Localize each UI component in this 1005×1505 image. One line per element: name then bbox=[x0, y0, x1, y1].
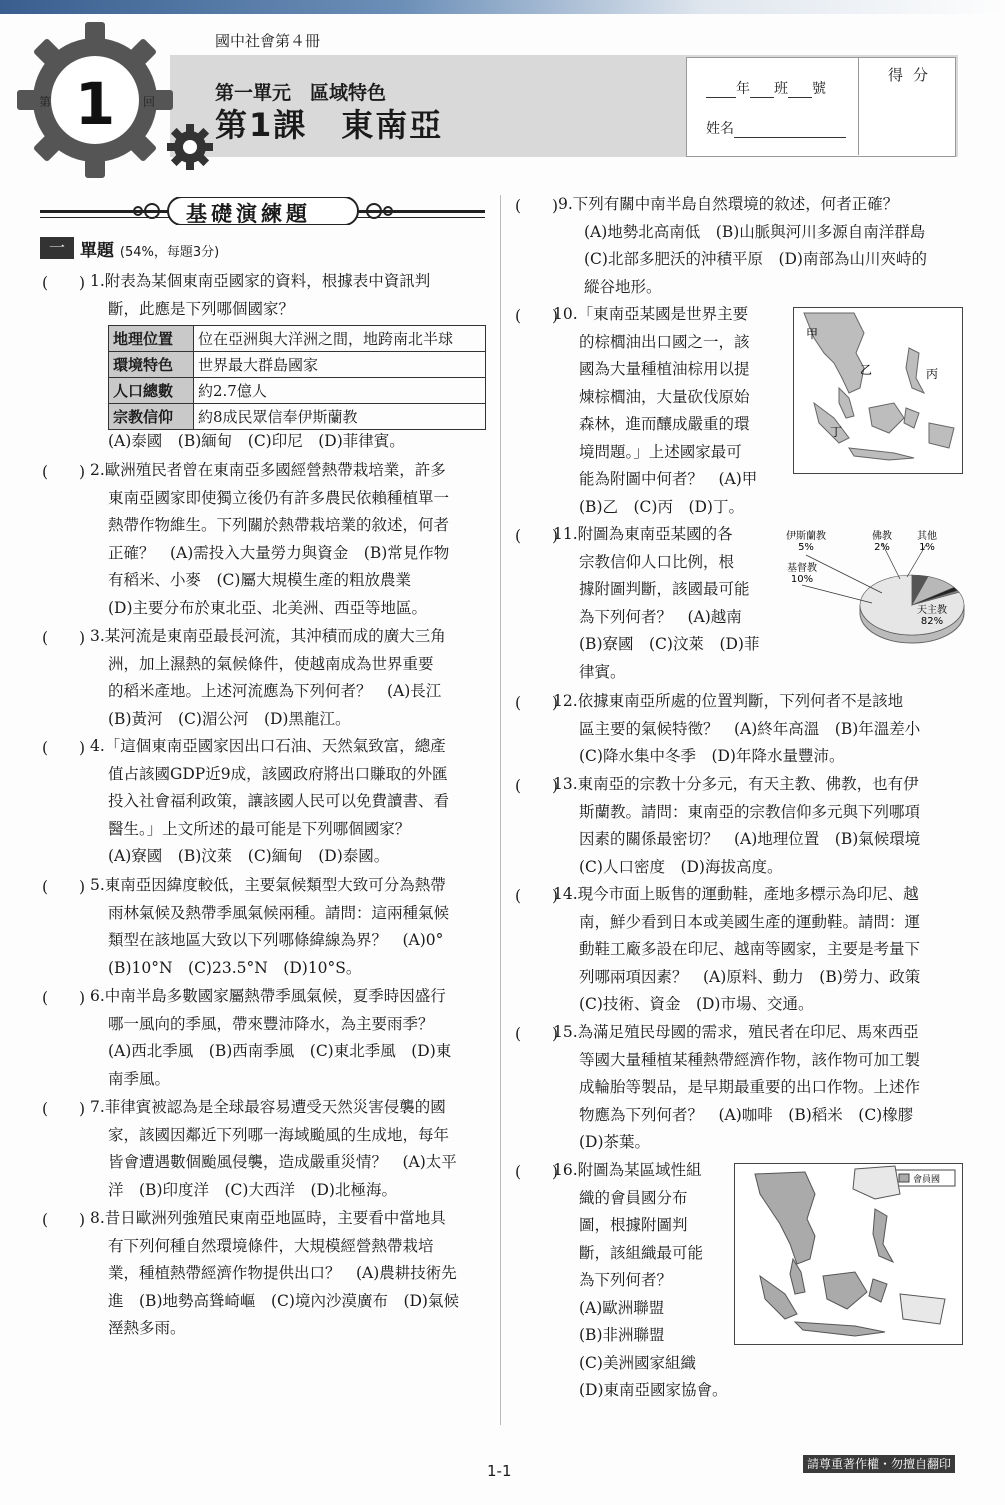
question-line: 律賓。 bbox=[579, 662, 626, 681]
question-line: 2.歐洲殖民者曾在東南亞多國經營熱帶栽培業，許多 bbox=[90, 461, 446, 479]
southeast-asia-map-q10 bbox=[793, 307, 963, 474]
question-line: 4.「這個東南亞國家因出口石油、天然氣致富，總產 bbox=[90, 737, 446, 755]
question-line: (A)地勢北高南低 (B)山脈與河川多源自南洋群島 bbox=[584, 222, 926, 241]
grade-divider bbox=[858, 57, 859, 155]
question-line: (B)黃河 (C)湄公河 (D)黑龍江。 bbox=[108, 709, 351, 728]
answer-paren[interactable]: ( ) bbox=[42, 629, 86, 647]
question-line: (C)北部多肥沃的沖積平原 (D)南部為山川夾峙的 bbox=[584, 250, 927, 268]
round-prefix: 第 bbox=[39, 95, 52, 109]
section-title: 基礎演練題 bbox=[186, 202, 311, 226]
score-label: 得分 bbox=[888, 66, 939, 84]
small-gear-icon bbox=[165, 122, 215, 172]
question-line: 據附圖判斷，該國最可能 bbox=[579, 580, 750, 598]
pie-leader-line bbox=[806, 555, 882, 593]
map-label-yi: 乙 bbox=[860, 363, 873, 377]
pie-leader-line bbox=[802, 585, 872, 603]
question-line: 境問題。」上述國家最可 bbox=[579, 442, 742, 461]
religion-pie-chart bbox=[782, 525, 967, 645]
answer-paren[interactable]: ( ) bbox=[515, 694, 559, 712]
answer-paren[interactable]: ( ) bbox=[515, 1163, 559, 1181]
lesson-title: 第1課 東南亞 bbox=[215, 106, 444, 144]
question-text bbox=[90, 1205, 490, 1343]
question-text bbox=[90, 733, 490, 871]
question-line: (B)非洲聯盟 bbox=[579, 1326, 665, 1344]
question-line: 煉棕櫚油，大量砍伐原始 bbox=[579, 387, 750, 406]
answer-paren[interactable]: ( ) bbox=[42, 878, 86, 896]
map-label-jia: 甲 bbox=[806, 327, 819, 341]
question-line: 熱帶作物維生。下列關於熱帶栽培業的敘述，何者 bbox=[108, 516, 450, 534]
answer-paren[interactable]: ( ) bbox=[515, 887, 559, 905]
map-label-bing: 丙 bbox=[926, 367, 939, 381]
question-text bbox=[90, 983, 490, 1093]
question-line: 南季風。 bbox=[108, 1069, 171, 1088]
question-line: 12.依據東南亞所處的位置判斷，下列何者不是該地 bbox=[553, 692, 904, 710]
question-line: 溼熱多雨。 bbox=[108, 1319, 186, 1337]
table-key: 宗教信仰 bbox=[109, 404, 194, 430]
pie-leader-line bbox=[882, 543, 900, 579]
table-key: 環境特色 bbox=[109, 352, 194, 378]
question-line: 6.中南半島多數國家屬熱帶季風氣候，夏季時因盛行 bbox=[90, 987, 446, 1005]
question-line: 的稻米產地。上述河流應為下列何者？ (A)長江 bbox=[108, 682, 442, 700]
round-number: 1 bbox=[74, 70, 116, 138]
question-line: (A)泰國 (B)緬甸 (C)印尼 (D)菲律賓。 bbox=[108, 432, 405, 450]
question-line: 縱谷地形。 bbox=[584, 277, 662, 296]
question-line: 能為附圖中何者？ (A)甲 bbox=[579, 470, 758, 488]
table-row bbox=[109, 404, 486, 430]
question-line: (D)茶葉。 bbox=[579, 1133, 651, 1151]
question-line: 14.現今市面上販售的運動鞋，產地多標示為印尼、越 bbox=[553, 885, 919, 903]
question-line: 洋 (B)印度洋 (C)大西洋 (D)北極海。 bbox=[108, 1180, 397, 1199]
question-line: 1.附表為某個東南亞國家的資料，根據表中資訊判 bbox=[90, 272, 431, 290]
name-line[interactable]: 姓名 bbox=[706, 118, 846, 138]
column-divider bbox=[500, 195, 501, 1425]
question-line: 斷，該組織最可能 bbox=[579, 1243, 704, 1262]
question-line: 的棕櫚油出口國之一，該 bbox=[579, 332, 750, 351]
question-line: 正確？ (A)需投入大量勞力與資金 (B)常見作物 bbox=[108, 543, 450, 562]
answer-paren[interactable]: ( ) bbox=[515, 527, 559, 545]
copyright-notice: 請尊重著作權・勿擅自翻印 bbox=[803, 1455, 955, 1473]
answer-paren[interactable]: ( ) bbox=[515, 307, 559, 325]
question-text bbox=[90, 1094, 490, 1204]
question-line: 洲，加上濕熱的氣候條件，使越南成為世界重要 bbox=[108, 654, 434, 673]
table-value: 位在亞洲與大洋洲之間，地跨南北半球 bbox=[194, 326, 486, 352]
pie-label-4: 其他 1% bbox=[917, 531, 937, 553]
question-text bbox=[553, 771, 968, 881]
question-text bbox=[553, 688, 968, 771]
question-line: 森林，進而釀成嚴重的環 bbox=[579, 415, 750, 433]
type-number-box bbox=[40, 237, 74, 259]
type-number: 一 bbox=[48, 238, 65, 257]
question-line: 物應為下列何者？ (A)咖啡 (B)稻米 (C)橡膠 bbox=[579, 1105, 914, 1124]
question-line: (C)降水集中冬季 (D)年降水量豐沛。 bbox=[579, 747, 845, 765]
question-text bbox=[553, 1157, 733, 1405]
book-label: 國中社會第４冊 bbox=[215, 32, 321, 50]
question-line: 哪一風向的季風，帶來豐沛降水，為主要雨季？ bbox=[108, 1014, 434, 1033]
question-text bbox=[553, 301, 783, 521]
question-text bbox=[553, 521, 783, 686]
pie-label-3: 佛教 2% bbox=[872, 531, 892, 553]
question-line: 雨林氣候及熱帶季風氣候兩種。請問：這兩種氣候 bbox=[108, 903, 450, 922]
question-line: 13.東南亞的宗教十分多元，有天主教、佛教，也有伊 bbox=[553, 775, 919, 793]
question-line: 區主要的氣候特徵？ (A)終年高溫 (B)年溫差小 bbox=[579, 719, 921, 738]
question-line: 南，鮮少看到日本或美國生產的運動鞋。請問：運 bbox=[579, 912, 921, 931]
answer-paren[interactable]: ( ) bbox=[42, 274, 86, 292]
table-value: 約2.7億人 bbox=[194, 378, 486, 404]
question-line: 投入社會福利政策，讓該國人民可以免費讀書、看 bbox=[108, 792, 450, 810]
member-states-map-q16 bbox=[734, 1163, 963, 1345]
question-line: 列哪兩項因素？ (A)原料、動力 (B)勞力、政策 bbox=[579, 967, 921, 986]
question-text bbox=[108, 428, 508, 456]
question-line: 類型在該地區大致以下列哪條緯線為界？ (A)0° bbox=[108, 931, 444, 949]
table-value: 世界最大群島國家 bbox=[194, 352, 486, 378]
question-line: 皆會遭遇數個颱風侵襲，造成嚴重災情？ (A)太平 bbox=[108, 1153, 457, 1171]
question-line: 3.某河流是東南亞最長河流，其沖積而成的廣大三角 bbox=[90, 627, 446, 645]
table-row bbox=[109, 326, 486, 352]
question-line: 斷，此應是下列哪個國家？ bbox=[108, 299, 295, 318]
pie-label-2: 基督教 10% bbox=[787, 563, 817, 585]
question-line: 為下列何者？ (A)越南 bbox=[579, 607, 742, 626]
question-line: 家，該國因鄰近下列哪一海域颱風的生成地，每年 bbox=[108, 1125, 450, 1144]
question-line: (A)西北季風 (B)西南季風 (C)東北季風 (D)東 bbox=[108, 1042, 452, 1060]
question-line: 業，種植熱帶經濟作物提供出口？ (A)農耕技術先 bbox=[108, 1264, 457, 1282]
question-text bbox=[90, 457, 490, 622]
question-line: 16.附圖為某區域性組 bbox=[553, 1161, 702, 1179]
question-line: 11.附圖為東南亞某國的各 bbox=[553, 525, 733, 543]
question-line: 有稻米、小麥 (C)屬大規模生產的粗放農業 bbox=[108, 571, 411, 589]
question-line: 東南亞國家即使獨立後仍有許多農民依賴種植單一 bbox=[108, 488, 450, 507]
question-line: 進 (B)地勢高聳崎嶇 (C)境內沙漠廣布 (D)氣候 bbox=[108, 1291, 459, 1310]
gear-icon bbox=[15, 20, 175, 180]
question-line: (B)寮國 (C)汶萊 (D)菲 bbox=[579, 635, 760, 653]
question-line: 有下列何種自然環境條件，大規模經營熱帶栽培 bbox=[108, 1236, 434, 1255]
question-line: 織的會員國分布 bbox=[579, 1188, 688, 1207]
question-line: 8.昔日歐洲列強殖民東南亞地區時，主要看中當地具 bbox=[90, 1209, 446, 1227]
question-text bbox=[553, 881, 968, 1019]
country-info-table bbox=[108, 325, 486, 430]
question-text bbox=[90, 872, 490, 982]
table-key: 地理位置 bbox=[109, 326, 194, 352]
answer-paren[interactable]: ( ) bbox=[42, 989, 86, 1007]
question-line: 動鞋工廠多設在印尼、越南等國家，主要是考量下 bbox=[579, 940, 921, 958]
class-number-line[interactable]: 年 班 號 bbox=[706, 78, 826, 98]
question-text bbox=[90, 623, 490, 733]
question-line: 15.為滿足殖民母國的需求，殖民者在印尼、馬來西亞 bbox=[553, 1023, 919, 1041]
answer-paren[interactable]: ( ) bbox=[42, 739, 86, 757]
answer-paren[interactable]: ( ) bbox=[515, 197, 559, 215]
answer-paren[interactable]: ( ) bbox=[42, 1100, 86, 1118]
pie-label-0: 天主教 82% bbox=[917, 605, 947, 627]
question-line: (C)人口密度 (D)海拔高度。 bbox=[579, 857, 783, 876]
table-row bbox=[109, 378, 486, 404]
table-key: 人口總數 bbox=[109, 378, 194, 404]
pie-label-1: 伊斯蘭教 5% bbox=[786, 531, 826, 553]
question-line: 成輪胎等製品，是早期最重要的出口作物。上述作 bbox=[579, 1078, 921, 1096]
answer-paren[interactable]: ( ) bbox=[42, 463, 86, 481]
answer-paren[interactable]: ( ) bbox=[515, 1025, 559, 1043]
question-line: (D)主要分布於東北亞、北美洲、西亞等地區。 bbox=[108, 598, 428, 617]
question-line: 宗教信仰人口比例，根 bbox=[579, 552, 735, 571]
round-suffix: 回 bbox=[143, 95, 156, 109]
question-line: 7.菲律賓被認為是全球最容易遭受天然災害侵襲的國 bbox=[90, 1098, 446, 1116]
question-line: (A)寮國 (B)汶萊 (C)緬甸 (D)泰國。 bbox=[108, 847, 390, 865]
answer-paren[interactable]: ( ) bbox=[515, 777, 559, 795]
answer-paren[interactable]: ( ) bbox=[42, 1211, 86, 1229]
question-line: 9.下列有關中南半島自然環境的敘述，何者正確？ bbox=[558, 195, 899, 213]
question-line: (C)技術、資金 (D)市場、交通。 bbox=[579, 995, 814, 1013]
type-title: 單題 (54%，每題3分) bbox=[80, 241, 220, 261]
question-line: 斯蘭教。請問：東南亞的宗教信仰多元與下列哪項 bbox=[579, 802, 921, 821]
map-label-ding: 丁 bbox=[830, 425, 843, 439]
question-line: 為下列何者？ bbox=[579, 1271, 673, 1289]
question-line: 因素的關係最密切？ (A)地理位置 (B)氣候環境 bbox=[579, 830, 921, 848]
question-line: 醫生。」上文所述的最可能是下列哪個國家？ bbox=[108, 819, 411, 838]
question-line: 10.「東南亞某國是世界主要 bbox=[553, 305, 749, 323]
question-line: 圖，根據附圖判 bbox=[579, 1216, 688, 1234]
table-row bbox=[109, 352, 486, 378]
question-line: 值占該國GDP近9成，該國政府將出口賺取的外匯 bbox=[108, 764, 448, 783]
page-number: 1-1 bbox=[487, 1462, 512, 1480]
question-line: (A)歐洲聯盟 bbox=[579, 1298, 665, 1317]
question-line: (B)10°N (C)23.5°N (D)10°S。 bbox=[108, 958, 362, 977]
question-line: 5.東南亞因緯度較低，主要氣候類型大致可分為熱帶 bbox=[90, 876, 446, 894]
question-line: (D)東南亞國家協會。 bbox=[579, 1381, 728, 1399]
table-value: 約8成民眾信奉伊斯蘭教 bbox=[194, 404, 486, 430]
legend-member: 會員國 bbox=[913, 1175, 941, 1185]
unit-label: 第一單元 區域特色 bbox=[215, 82, 387, 104]
question-text bbox=[553, 1019, 968, 1157]
question-line: 等國大量種植某種熱帶經濟作物，該作物可加工製 bbox=[579, 1050, 921, 1069]
top-edge-strip bbox=[0, 0, 1005, 14]
pie-leader-line bbox=[907, 543, 927, 577]
question-text bbox=[90, 268, 490, 323]
question-line: (C)美洲國家組織 bbox=[579, 1353, 696, 1372]
question-text bbox=[558, 191, 968, 301]
question-line: (B)乙 (C)丙 (D)丁。 bbox=[579, 497, 744, 516]
question-line: 國為大量種植油棕用以提 bbox=[579, 360, 750, 378]
